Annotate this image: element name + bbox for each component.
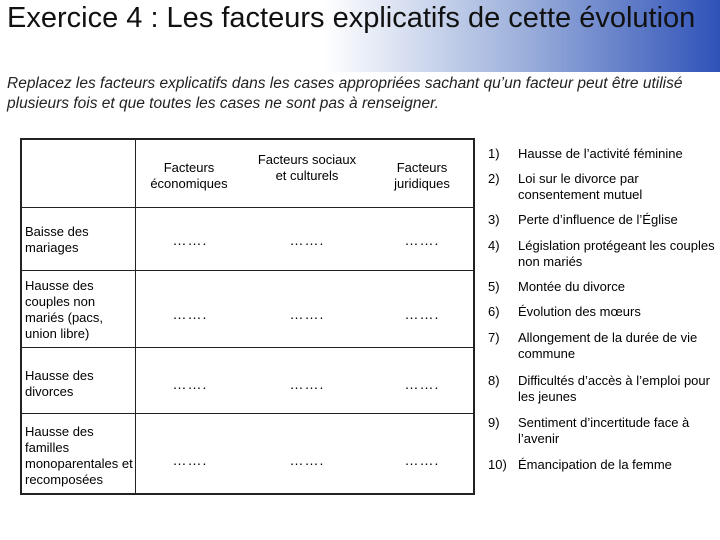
table-row-divider — [22, 413, 473, 414]
factors-table — [20, 138, 475, 495]
factor-text: Sentiment d’incertitude face à l’avenir — [518, 415, 690, 446]
instructions-text: Replacez les facteurs explicatifs dans les cases appropriées sachant qu’un facteur peut être utilisé plusieurs fois et que toutes les cases ne sont pas à renseigner. — [7, 75, 683, 112]
factor-text: Législation protégeant les couples non mariés — [518, 238, 715, 269]
factor-number: 7) — [488, 330, 500, 345]
row-label-unmarried-couples: Hausse des couples non mariés (pacs, union libre) — [25, 278, 104, 341]
factor-number: 3) — [488, 212, 500, 227]
answer-cell[interactable]: ……. — [172, 232, 208, 248]
table-column-divider — [135, 140, 136, 493]
column-header-social-cultural: Facteurs sociaux et culturels — [257, 152, 357, 183]
column-header-legal: Facteurs juridiques — [394, 160, 450, 191]
answer-cell[interactable]: ……. — [404, 452, 440, 468]
factor-number: 2) — [488, 171, 500, 186]
factor-number: 8) — [488, 373, 500, 388]
factor-text: Perte d’influence de l’Église — [518, 212, 678, 227]
factor-text: Hausse de l’activité féminine — [518, 146, 683, 161]
table-row-divider — [22, 270, 473, 271]
row-label-single-parent-families: Hausse des familles monoparentales et recomposées — [25, 424, 133, 487]
factor-number: 5) — [488, 279, 500, 294]
column-header-economic: Facteurs économiques — [150, 160, 228, 191]
factor-text: Allongement de la durée de vie commune — [518, 330, 698, 361]
factor-number: 1) — [488, 146, 500, 161]
factor-number: 6) — [488, 304, 500, 319]
row-label-divorces: Hausse des divorces — [25, 368, 94, 399]
answer-cell[interactable]: ……. — [289, 306, 325, 322]
factor-text: Montée du divorce — [518, 279, 625, 294]
page-title: Exercice 4 : Les facteurs explicatifs de cette évolution — [7, 2, 696, 34]
table-row-divider — [22, 207, 473, 208]
table-row-divider — [22, 347, 473, 348]
answer-cell[interactable]: ……. — [289, 232, 325, 248]
answer-cell[interactable]: ……. — [172, 306, 208, 322]
answer-cell[interactable]: ……. — [172, 376, 208, 392]
factor-text: Évolution des mœurs — [518, 304, 641, 319]
row-label-marriages: Baisse des mariages — [25, 224, 89, 255]
factor-number: 4) — [488, 238, 500, 253]
factor-text: Loi sur le divorce par consentement mutuel — [518, 171, 643, 202]
factor-text: Difficultés d’accès à l’emploi pour les jeunes — [518, 373, 710, 404]
answer-cell[interactable]: ……. — [404, 232, 440, 248]
answer-cell[interactable]: ……. — [289, 376, 325, 392]
answer-cell[interactable]: ……. — [289, 452, 325, 468]
factor-text: Émancipation de la femme — [518, 457, 672, 472]
factor-number: 9) — [488, 415, 500, 430]
factor-number: 10) — [488, 457, 507, 472]
answer-cell[interactable]: ……. — [404, 306, 440, 322]
answer-cell[interactable]: ……. — [172, 452, 208, 468]
answer-cell[interactable]: ……. — [404, 376, 440, 392]
